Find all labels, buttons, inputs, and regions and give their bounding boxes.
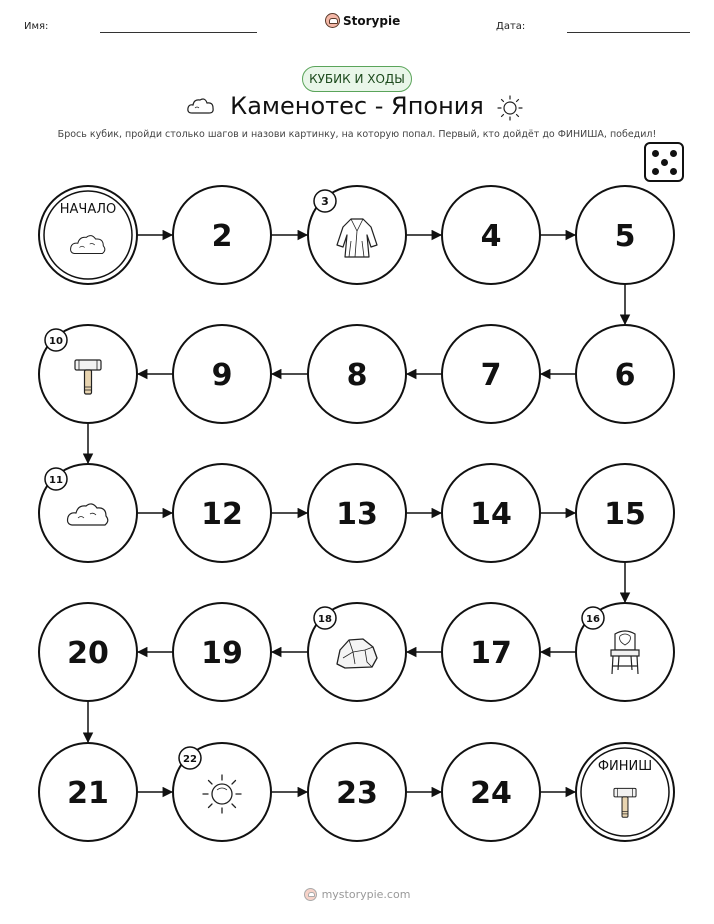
cell-number: 19 xyxy=(201,636,243,671)
cell-number: 8 xyxy=(346,358,368,393)
board-cell-24 xyxy=(442,743,540,841)
name-label: Имя: xyxy=(24,21,49,32)
game-type-badge: КУБИК И ХОДЫ xyxy=(302,66,412,92)
board-cell-19 xyxy=(173,603,271,701)
board-cell-18 xyxy=(308,603,406,701)
cell-number-small: 18 xyxy=(318,614,332,625)
board-cell-16 xyxy=(576,603,674,701)
cell-number: 23 xyxy=(336,776,378,811)
board-cell-11 xyxy=(39,464,137,562)
cell-number: 4 xyxy=(480,219,502,254)
cell-number: 21 xyxy=(67,776,109,811)
cell-number-small: 11 xyxy=(49,475,63,486)
board-cell-4 xyxy=(442,186,540,284)
footer-url[interactable]: mystorypie.com xyxy=(321,888,411,901)
cell-number-small: 3 xyxy=(321,195,329,208)
instructions: Брось кубик, пройди столько шагов и назови картинку, на которую попал. Первый, кто дойдёт до ФИНИША, победил! xyxy=(57,129,657,140)
cell-number: 17 xyxy=(470,636,512,671)
brand-name: Storypie xyxy=(343,13,401,28)
board-cell-5 xyxy=(576,186,674,284)
start-label: НАЧАЛО xyxy=(59,202,117,217)
date-label: Дата: xyxy=(496,21,526,32)
board-cell-21 xyxy=(39,743,137,841)
finish-label: ФИНИШ xyxy=(597,759,653,774)
page-title: Каменотес - Япония xyxy=(230,92,484,120)
board-cell-2 xyxy=(173,186,271,284)
board-cell-13 xyxy=(308,464,406,562)
footer xyxy=(0,888,714,901)
board-cell-8 xyxy=(308,325,406,423)
cell-number: 2 xyxy=(211,219,233,254)
board-cell-7 xyxy=(442,325,540,423)
board-cell-17 xyxy=(442,603,540,701)
board-cell-9 xyxy=(173,325,271,423)
cell-number: 14 xyxy=(470,497,512,532)
cell-number: 9 xyxy=(211,358,233,393)
cell-number: 6 xyxy=(614,358,636,393)
cell-number: 12 xyxy=(201,497,243,532)
board-cell-20 xyxy=(39,603,137,701)
board-cell-14 xyxy=(442,464,540,562)
storypie-footer-logo-icon xyxy=(304,888,317,901)
board-cell-22 xyxy=(173,743,271,841)
cell-number: 20 xyxy=(67,636,109,671)
board-cell-1 xyxy=(39,186,137,284)
cell-number-small: 16 xyxy=(586,614,600,625)
cell-number: 15 xyxy=(604,497,646,532)
cell-number: 24 xyxy=(470,776,512,811)
board-cell-15 xyxy=(576,464,674,562)
cell-number: 13 xyxy=(336,497,378,532)
board-cell-10 xyxy=(39,325,137,423)
board-cell-6 xyxy=(576,325,674,423)
board-cell-25 xyxy=(576,743,674,841)
board-cell-3 xyxy=(308,186,406,284)
board-cell-12 xyxy=(173,464,271,562)
cell-number-small: 22 xyxy=(183,754,197,765)
cell-number: 5 xyxy=(614,219,636,254)
cell-circle xyxy=(39,186,137,284)
board-cell-23 xyxy=(308,743,406,841)
cell-number: 7 xyxy=(480,358,502,393)
cell-number-small: 10 xyxy=(49,336,63,347)
